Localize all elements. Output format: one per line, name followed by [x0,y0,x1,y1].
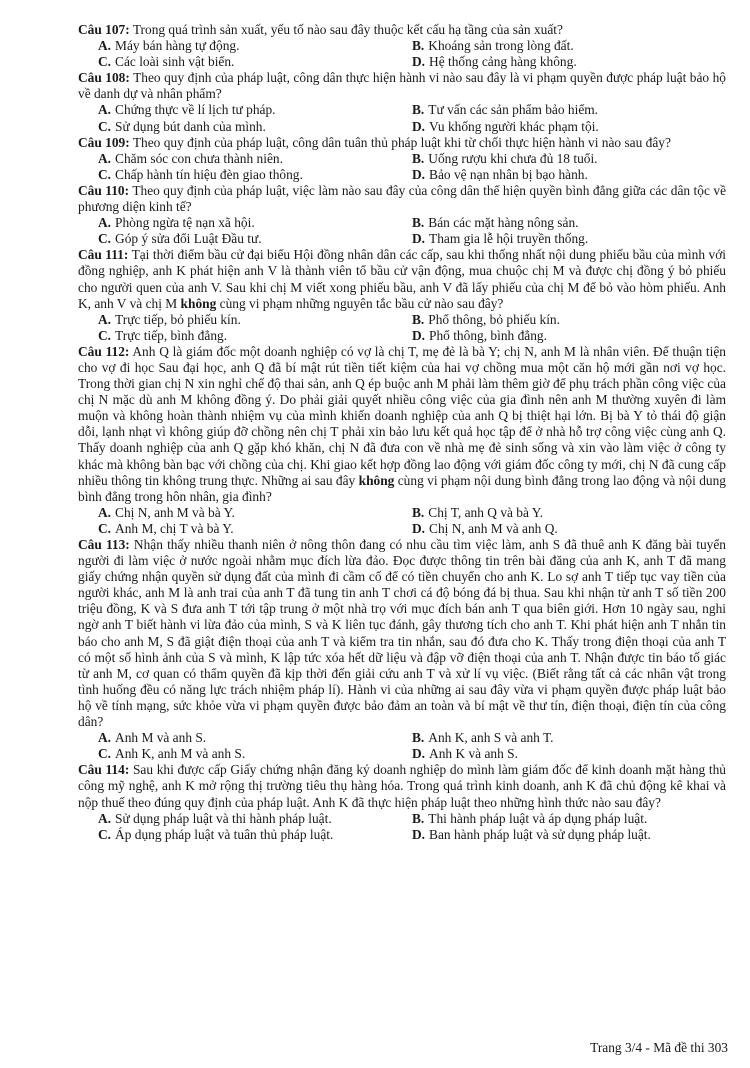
option-text: Phổ thông, bình đẳng. [429,327,547,343]
question-stem [78,135,726,151]
question-text: Trong quá trình sản xuất, yếu tố nào sau đây thuộc kết cấu hạ tầng của sản xuất? [132,22,563,37]
option-text: Các loài sinh vật biển. [115,54,235,70]
question-text: Tại thời điểm bầu cử đại biểu Hội đồng nhân dân các cấp, sau khi thống nhất nội dung phiếu bầu của mình với đồng nghiệp, anh K phát hiện anh V là thành viên tổ bầu cử vận động, mua chuộc chị M và được chị đồng ý bỏ phiếu cho người quen của anh V. Sau khi chị M viết xong phiếu bầu, anh V đã lấy phiếu của chị M để bỏ vào hòm phiếu. Anh K, anh V và chị M [78,247,726,311]
option-d[interactable] [404,119,726,135]
option-text: Anh K, anh M và anh S. [115,746,246,762]
option-label: A. [98,810,112,826]
option-label: A. [98,102,112,118]
question-114 [78,762,726,842]
option-label: D. [412,746,426,762]
question-number: Câu 112: [78,343,130,359]
option-label: C. [98,54,112,70]
option-label: B. [412,150,425,166]
option-b[interactable] [404,151,726,167]
options [78,38,726,70]
question-number: Câu 110: [78,182,130,198]
option-text: Bán các mặt hàng nông sản. [428,215,579,231]
option-label: B. [412,810,425,826]
question-text: Sau khi được cấp Giấy chứng nhận đăng ký doanh nghiệp do mình làm giám đốc để kinh doanh mặt hàng thủ công mỹ nghệ, anh K mở rộng thị trường tiêu thụ hàng hóa. Trong quá trình kinh doanh, anh K đã chủ động kê khai và nộp thuế theo đúng quy định của pháp luật. Anh K đã thực hiện pháp luật theo những hình thức nào sau đây? [78,762,726,810]
option-label: B. [412,504,425,520]
option-label: B. [412,38,425,54]
question-text: Theo quy định của pháp luật, công dân thực hiện hành vi nào sau đây là vi phạm quyền được pháp luật bảo hộ về danh dự và nhân phẩm? [78,70,726,102]
option-label: B. [412,730,425,746]
option-a[interactable] [78,505,404,521]
option-a[interactable] [78,38,404,54]
option-text: Anh M và anh S. [115,730,207,746]
option-d[interactable] [404,54,726,70]
option-label: D. [412,826,426,842]
question-number: Câu 108: [78,70,130,86]
option-label: A. [98,311,112,327]
option-label: C. [98,166,112,182]
option-text: Chứng thực về lí lịch tư pháp. [115,102,276,118]
option-label: A. [98,730,112,746]
question-113 [78,537,726,762]
option-label: A. [98,150,112,166]
question-number: Câu 109: [78,134,130,150]
option-a[interactable] [78,215,404,231]
option-a[interactable] [78,811,404,827]
question-107 [78,22,726,70]
question-stem [78,537,726,730]
question-text: Theo quy định của pháp luật, công dân tuân thủ pháp luật khi từ chối thực hiện hành vi nào sau đây? [132,134,671,150]
question-stem [78,762,726,810]
option-label: D. [412,327,426,343]
question-text: Theo quy định của pháp luật, việc làm nào sau đây của công dân thể hiện quyền bình đẳng giữa các dân tộc về phương diện kinh tế? [78,182,727,215]
question-108 [78,70,726,134]
options [78,811,726,843]
question-number: Câu 114: [78,762,130,778]
option-label: D. [412,54,426,70]
option-d[interactable] [404,328,726,344]
option-label: A. [98,38,112,54]
exam-page [78,22,726,843]
option-text: Hệ thống cảng hàng không. [429,54,577,70]
option-c[interactable] [78,827,404,843]
option-label: D. [412,118,426,134]
option-text: Phòng ngừa tệ nạn xã hội. [115,215,255,231]
option-label: D. [412,166,426,182]
option-label: D. [412,520,426,536]
option-label: C. [98,746,112,762]
option-label: A. [98,215,112,231]
option-c[interactable] [78,167,404,183]
question-stem [78,344,726,505]
option-text: Ban hành pháp luật và sử dụng pháp luật. [429,826,651,842]
question-109 [78,135,726,183]
option-c[interactable] [78,521,404,537]
options [78,505,726,537]
option-d[interactable] [404,746,726,762]
option-c[interactable] [78,746,404,762]
option-text: Tham gia lễ hội truyền thống. [429,231,589,247]
option-text: Chị N, anh M và anh Q. [429,520,558,536]
question-stem [78,70,726,102]
option-text: Tư vấn các sản phẩm bảo hiểm. [428,102,599,118]
option-b[interactable] [404,505,726,521]
option-c[interactable] [78,119,404,135]
emphasis-word: không [358,472,395,488]
option-d[interactable] [404,521,726,537]
option-text: Máy bán hàng tự động. [115,38,240,54]
option-text: Vu khống người khác phạm tội. [429,118,599,134]
question-number: Câu 113: [78,537,130,552]
question-number: Câu 111: [78,247,129,263]
option-text: Chấp hành tín hiệu đèn giao thông. [115,166,303,182]
option-label: B. [412,102,425,118]
option-a[interactable] [78,102,404,118]
question-text: Anh Q là giám đốc một doanh nghiệp có vợ là chị T, mẹ đẻ là bà Y; chị N, anh M là nhân viên. Để thuận tiện cho vợ đi học Sau đại học, anh Q đã bí mật rút tiền tiết kiệm của hai vợ chồng mua một căn hộ mới gần nơi vợ học. Trong thời gian chị N xin nghỉ chế độ thai sản, anh Q ép buộc anh M phải làm thêm giờ để phụ trách phần công việc của chị N mặc dù anh M không đồng ý. Do phải giải quyết nhiều công việc của gia đình nên anh M thường xuyên đi làm muộn và không hoàn thành nhiệm vụ của mình khiến doanh nghiệp của anh Q bị thiệt hại lớn. Bị bà Y tỏ thái độ giận dỗi, lạnh nhạt vì không giúp đỡ chồng nên chị T phải xin bảo lưu kết quả học tập để ở nhà hỗ trợ công việc cùng anh Q. Thấy doanh nghiệp của anh Q gặp khó khăn, chị N đã đưa con về nhà mẹ đẻ sinh sống và xin vào làm việc ở công ty khác mà không bàn bạc với chồng của chị. Khi giao kết hợp đồng lao động với giám đốc công ty mới, chị N đã cung cấp nhiều thông tin không trung thực. Những ai sau đây [78,343,726,488]
option-b[interactable] [404,811,726,827]
question-stem [78,22,726,38]
option-d[interactable] [404,827,726,843]
option-label: C. [98,118,112,134]
option-text: Phổ thông, bỏ phiếu kín. [428,311,560,327]
question-112 [78,344,726,537]
question-number: Câu 107: [78,22,130,37]
option-text: Chăm sóc con chưa thành niên. [115,150,283,166]
options [78,151,726,183]
option-b[interactable] [404,215,726,231]
option-b[interactable] [404,102,726,118]
option-c[interactable] [78,54,404,70]
option-text: Áp dụng pháp luật và tuân thủ pháp luật. [115,826,334,842]
option-a[interactable] [78,730,404,746]
option-text: Khoáng sản trong lòng đất. [428,38,574,54]
option-text: Bảo vệ nạn nhân bị bạo hành. [429,166,588,182]
option-b[interactable] [404,312,726,328]
option-label: C. [98,327,112,343]
option-text: Thi hành pháp luật và áp dụng pháp luật. [428,810,648,826]
option-text: Góp ý sửa đổi Luật Đầu tư. [115,231,262,247]
options [78,215,726,247]
question-text-end: cùng vi phạm những nguyên tắc bầu cử nào sau đây? [219,295,504,311]
options [78,730,726,762]
question-110 [78,183,726,247]
options [78,102,726,134]
option-a[interactable] [78,151,404,167]
option-a[interactable] [78,312,404,328]
option-b[interactable] [404,730,726,746]
page-footer: Trang 3/4 - Mã đề thi 303 [590,1040,728,1055]
option-text: Trực tiếp, bỏ phiếu kín. [115,311,241,327]
option-text: Chị N, anh M và bà Y. [115,504,235,520]
option-text: Uống rượu khi chưa đủ 18 tuổi. [428,150,598,166]
option-c[interactable] [78,328,404,344]
option-label: D. [412,231,426,247]
option-text: Sử dụng pháp luật và thi hành pháp luật. [115,810,332,826]
question-111 [78,247,726,344]
option-text: Trực tiếp, bình đẳng. [115,327,228,343]
option-label: A. [98,504,112,520]
option-text: Anh M, chị T và bà Y. [115,520,234,536]
option-d[interactable] [404,167,726,183]
question-text: Nhận thấy nhiều thanh niên ở nông thôn đang có nhu cầu tìm việc làm, anh S đã thuê anh K đăng bài tuyển người đi làm việc ở nước ngoài nhằm mục đích lừa đảo. Đọc được thông tin trên bài đăng của anh K, anh T đã mang giấy chứng nhận quyền sử dụng đất của mình đi cầm cố để có tiền chuyển cho anh K. Lo sợ anh T tiếp tục vay tiền của người khác, anh M là anh trai của anh T đã tung tin anh T chơi cá độ bóng đá bị thua. Sau khi nhận từ anh T số tiền 200 triệu đồng, K và S đưa anh T tới tập trung ở một nhà trọ với mục đích bán anh T qua biên giới. Hơn 10 ngày sau, nghi ngờ anh T biết hành vi lừa đảo của mình, S và K liên tục đánh, gây thương tích cho anh T. Khi phát hiện anh T nhắn tin báo cho anh M, S đã giật điện thoại của anh T và kiểm tra tin nhắn, sau đó đưa cho K. Thấy trong điện thoại của anh T có một số hình ảnh của S và mình, K lập tức xóa hết dữ liệu và đập vỡ điện thoại của anh T. Nhận được tin báo tố giác từ anh M, cơ quan có thẩm quyền đã kịp thời đến giải cứu anh T và xử lí vụ việc. (Biết rằng tất cả các nhân vật trong tình huống đều có năng lực trách nhiệm pháp lí). Hành vi của những ai sau đây vừa vi phạm quyền được pháp luật bảo hộ về tính mạng, sức khỏe vừa vi phạm quyền được bảo đảm an toàn và bí mật về thư tín, điện thoại, điện tín của công dân? [78,537,726,730]
option-text: Chị T, anh Q và bà Y. [428,504,544,520]
option-b[interactable] [404,38,726,54]
option-c[interactable] [78,231,404,247]
option-d[interactable] [404,231,726,247]
options [78,312,726,344]
option-label: C. [98,826,112,842]
question-text-end: cùng vi phạm nội dung bình đẳng trong lao động và nội dung bình đẳng trong hôn nhân, gia đình? [78,472,726,504]
option-label: C. [98,231,112,247]
question-stem [78,247,726,311]
question-stem [78,183,726,215]
option-text: Sử dụng bút danh của mình. [115,118,266,134]
emphasis-word: không [180,295,217,311]
option-text: Anh K và anh S. [429,746,518,762]
option-label: B. [412,215,425,231]
option-label: C. [98,520,112,536]
option-text: Anh K, anh S và anh T. [428,730,554,746]
option-label: B. [412,311,425,327]
